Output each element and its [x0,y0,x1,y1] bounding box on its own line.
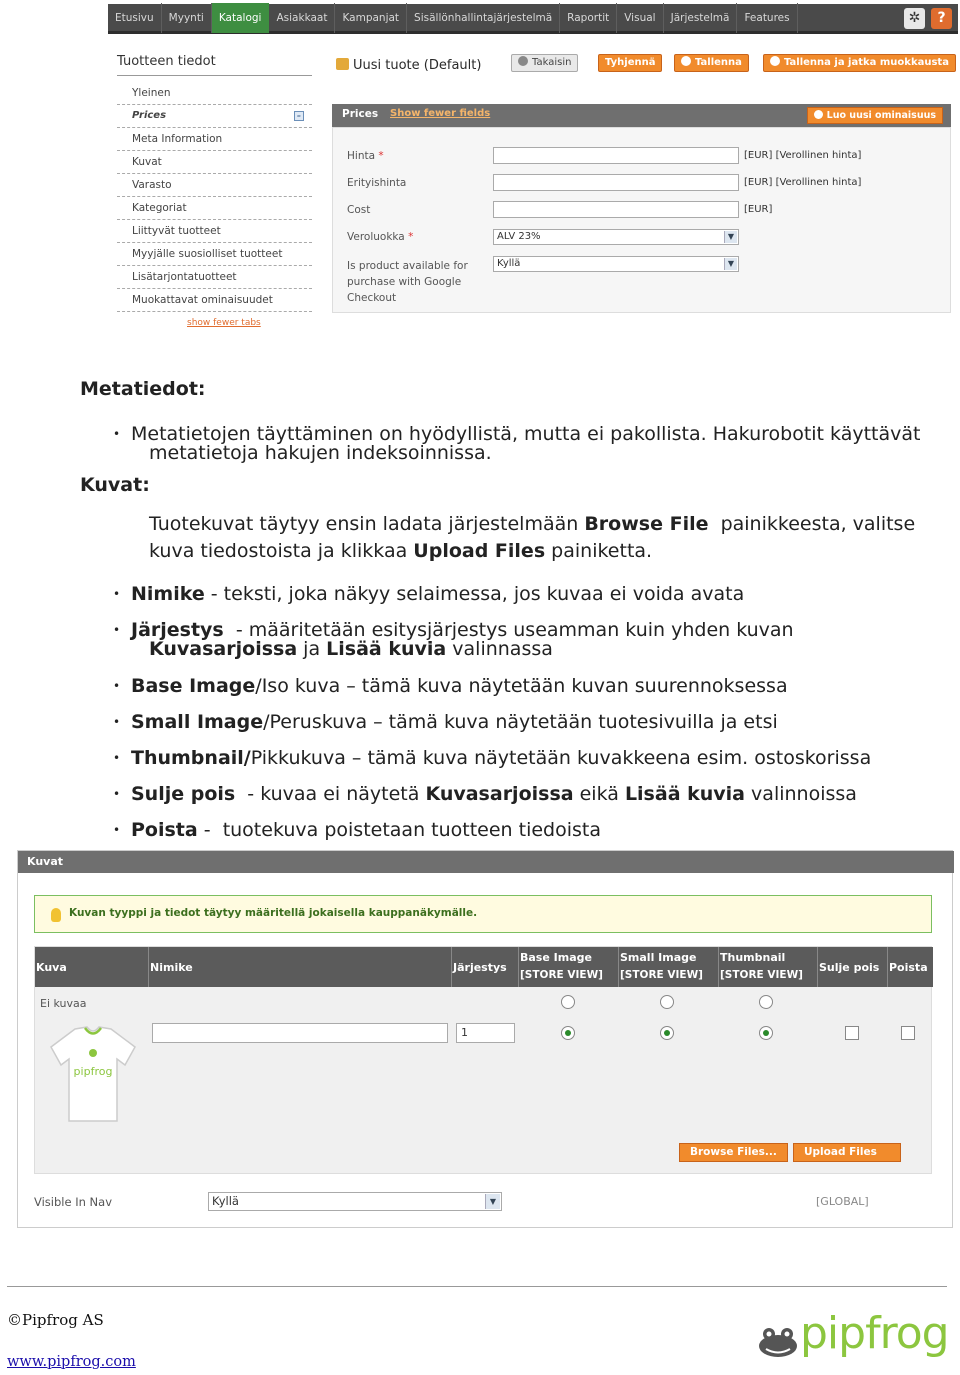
no-image-small-radio[interactable] [660,995,674,1009]
product-thumbnail-image [47,1025,139,1123]
col-label: Nimike [150,961,193,974]
text-run: painikkeesta, valitse [708,513,916,535]
chevron-down-icon: ▼ [485,1194,500,1209]
check-icon [770,56,780,66]
text-run-bold: Thumbnail/ [131,747,251,769]
chevron-down-icon: ▼ [724,258,737,270]
bullet-thumbnail [131,748,871,768]
tax-class-value: ALV 23% [497,231,541,242]
notice-text: Kuvan tyyppi ja tiedot täytyy määritellä jokaisella kauppanäkymälle. [69,907,478,919]
nav-item-raportit[interactable]: Raportit [560,3,617,33]
no-image-label: Ei kuvaa [40,997,87,1010]
google-label-line: Is product available for [347,260,468,272]
lightbulb-icon [51,908,61,922]
text-run-bold: Upload Files [413,540,546,562]
text-run-bold: Poista [131,819,198,841]
col-small-image [619,947,719,987]
prices-section-header [332,104,951,127]
price-label [347,150,384,162]
admin-top-nav [108,4,958,34]
text-run: /Peruskuva – tämä kuva näytetään tuotesivuilla ja etsi [263,711,778,733]
special-price-label: Erityishinta [347,177,407,189]
visible-in-nav-scope: [GLOBAL] [816,1195,869,1208]
base-image-radio[interactable] [561,1026,575,1040]
prices-header-label: Prices [342,108,379,120]
back-button-label: Takaisin [532,57,572,68]
text-run: Pikkukuva – tämä kuva näytetään kuvakkeena esim. ostoskorissa [250,747,872,769]
show-fewer-fields-link[interactable]: Show fewer fields [390,108,491,119]
tshirt-logo-text: pipfrog [73,1065,113,1078]
sidebar-tab-kategoriat[interactable]: Kategoriat [117,197,312,220]
sidebar-tab-crosssell[interactable]: Lisätarjontatuotteet [117,266,312,289]
pipfrog-logo [756,1308,949,1364]
browse-files-button[interactable]: Browse Files... [679,1143,788,1162]
meta-text-line-1: Metatietojen täyttäminen on hyödyllistä, mutta ei pakollista. Hakurobotit käyttävät [131,423,921,445]
images-grid-header [35,947,933,987]
text-run: /Iso kuva – tämä kuva näytetään kuvan suurennoksessa [255,675,788,697]
tax-class-label-text: Veroluokka [347,231,405,243]
reset-button[interactable]: Tyhjennä [598,54,662,72]
back-button[interactable] [511,54,578,72]
product-cube-icon [336,58,349,70]
sidebar-tab-custom-options[interactable]: Muokattavat ominaisuudet [117,289,312,312]
text-run: - teksti, joka näkyy selaimessa, jos kuvaa ei voida avata [204,583,745,605]
nav-item-visual[interactable]: Visual [617,3,663,33]
cost-scope: [EUR] [744,204,773,215]
save-continue-label: Tallenna ja jatka muokkausta [784,57,949,68]
nav-item-cms[interactable]: Sisällönhallintajärjestelmä [407,3,560,33]
no-image-thumb-radio[interactable] [759,995,773,1009]
bullet-glyph: • [113,787,121,801]
bullet-glyph: • [113,623,121,637]
text-run-bold: Base Image [131,675,256,697]
text-run-bold: Sulje pois [131,783,236,805]
col-jarjestys [452,947,519,987]
product-edit-screenshot [108,4,958,334]
product-title-text: Uusi tuote (Default) [353,58,482,73]
plus-icon [814,110,823,119]
price-label-text: Hinta [347,150,376,162]
check-icon [681,56,691,66]
price-scope: [EUR] [Verollinen hinta] [744,150,862,161]
back-arrow-icon [518,56,528,66]
meta-heading: Metatiedot: [80,378,206,400]
google-label-line: Checkout [347,292,397,304]
sidebar-tab-kuvat[interactable]: Kuvat [117,151,312,174]
bullet-jarjestys-line-2 [149,639,553,659]
save-continue-button[interactable] [763,54,956,72]
footer-divider [7,1286,947,1287]
upload-text-line-2 [149,541,652,561]
text-run-bold: Nimike [131,583,205,605]
bullet-nimike [131,584,744,604]
copyright-text: ©Pipfrog AS [7,1311,104,1329]
website-link[interactable]: www.pipfrog.com [7,1354,136,1370]
text-run-bold: Browse File [584,513,709,535]
required-mark: * [378,150,384,162]
sidebar-tab-related[interactable]: Liittyvät tuotteet [117,220,312,243]
google-checkout-label [347,258,468,306]
bullet-glyph: • [113,823,121,837]
col-remove [888,947,933,987]
bullet-glyph: • [113,751,121,765]
col-scope: [STORE VIEW] [520,969,603,981]
save-button-label: Tallenna [695,57,742,68]
nav-item-etusivu[interactable]: Etusivu [108,3,162,33]
text-run-bold: Lisää kuvia [624,783,746,805]
text-run: - tuotekuva poistetaan tuotteen tiedoista [197,819,602,841]
logo-text: pipfrog [800,1308,949,1359]
thumbnail-radio[interactable] [759,1026,773,1040]
kuvat-heading: Kuvat: [80,474,150,496]
text-run: eikä [573,783,625,805]
nav-icons [904,8,952,29]
sidebar-tab-prices[interactable] [117,105,312,128]
google-checkout-value: Kyllä [497,258,521,269]
google-checkout-select[interactable] [493,256,739,272]
sidebar-tab-meta[interactable]: Meta Information [117,128,312,151]
sidebar-tab-upsell[interactable]: Myyjälle suosiolliset tuotteet [117,243,312,266]
notice-message [34,895,932,933]
visible-in-nav-select[interactable] [208,1192,502,1211]
visible-in-nav-value: Kyllä [212,1194,239,1208]
col-scope: [STORE VIEW] [620,969,703,981]
product-images-screenshot [17,850,953,1228]
col-label: Sulje pois [819,961,880,974]
sidebar-tab-label: Prices [132,110,167,121]
cost-input[interactable] [493,201,739,218]
images-grid [34,946,932,1174]
col-kuva [35,947,149,987]
text-run: - määritetään esitysjärjestys useamman kuin yhden kuvan [223,619,794,641]
new-attribute-label: Luo uusi ominaisuus [826,110,936,121]
col-label: Small Image [620,951,697,964]
images-section-header: Kuvat [18,851,954,873]
bullet-base-image [131,676,788,696]
upload-files-button[interactable]: Upload Files [793,1143,901,1162]
bullet-poista [131,820,601,840]
small-image-radio[interactable] [660,1026,674,1040]
col-label: Poista [889,961,928,974]
sidebar-tab-varasto[interactable]: Varasto [117,174,312,197]
col-thumbnail [719,947,818,987]
image-position-input[interactable]: 1 [456,1023,515,1043]
sidebar-divider [117,75,312,76]
collapse-icon[interactable]: – [294,111,304,121]
text-run: painiketta. [545,540,653,562]
new-attribute-button[interactable] [807,107,943,124]
tax-class-select[interactable] [493,229,739,245]
text-run: kuva tiedostoista ja klikkaa [149,540,414,562]
nav-item-katalogi[interactable]: Katalogi [212,3,270,33]
special-price-input[interactable] [493,174,739,191]
price-input[interactable] [493,147,739,164]
text-run: Tuotekuvat täytyy ensin ladata järjestelmään [149,513,585,535]
nav-item-myynti[interactable]: Myynti [162,3,212,33]
text-run: ja [297,638,327,660]
text-run-bold: Järjestys [131,619,224,641]
text-run: valinnassa [446,638,553,660]
nav-item-features[interactable]: Features [737,3,797,33]
bullet-glyph: • [113,679,121,693]
nav-item-kampanjat[interactable]: Kampanjat [335,3,407,33]
product-title [336,58,481,73]
show-fewer-tabs-link[interactable]: show fewer tabs [187,318,261,328]
text-run-bold: Kuvasarjoissa [425,783,574,805]
save-button[interactable] [674,54,749,72]
help-icon[interactable]: ? [931,8,952,29]
frog-icon [756,1322,800,1362]
col-label: Järjestys [453,961,507,974]
sidebar-title: Tuotteen tiedot [117,54,216,69]
bullet-jarjestys [131,620,794,640]
col-scope: [STORE VIEW] [720,969,803,981]
visible-in-nav-label: Visible In Nav [34,1195,113,1209]
text-run: - kuvaa ei näytetä [235,783,426,805]
image-label-input[interactable] [152,1023,448,1043]
meta-text-line-2: metatietoja hakujen indeksoinnissa. [149,442,492,464]
bullet-glyph: • [113,587,121,601]
tax-class-label [347,231,413,243]
text-run-bold: Kuvasarjoissa [149,638,298,660]
no-image-base-radio[interactable] [561,995,575,1009]
exclude-checkbox[interactable] [845,1026,859,1040]
text-run-bold: Lisää kuvia [326,638,447,660]
upload-text-line-1 [149,514,915,534]
col-label: Kuva [36,961,67,974]
text-run: valinnoissa [745,783,857,805]
google-label-line: purchase with Google [347,276,462,288]
nav-item-jarjestelma[interactable]: Järjestelmä [664,3,738,33]
text-run-bold: Small Image [131,711,264,733]
col-base-image [519,947,619,987]
remove-checkbox[interactable] [901,1026,915,1040]
required-mark: * [408,231,414,243]
sidebar-tab-yleinen[interactable]: Yleinen [117,82,312,105]
bullet-glyph: • [113,715,121,729]
nav-item-asiakkaat[interactable]: Asiakkaat [269,3,335,33]
bullet-sulje-pois [131,784,857,804]
col-label: Base Image [520,951,592,964]
sidebar-tabs [117,82,312,312]
bullet-glyph: • [113,427,121,441]
col-exclude [818,947,888,987]
col-nimike [149,947,452,987]
prices-form [332,127,951,313]
special-price-scope: [EUR] [Verollinen hinta] [744,177,862,188]
col-label: Thumbnail [720,951,786,964]
cost-label: Cost [347,204,371,216]
chevron-down-icon: ▼ [724,231,737,243]
gear-icon[interactable]: ✲ [904,8,925,29]
bullet-small-image [131,712,778,732]
